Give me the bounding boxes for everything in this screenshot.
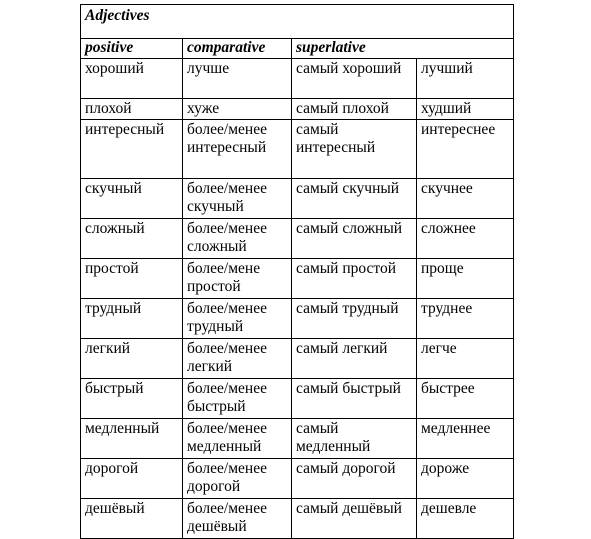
- positive-cell: плохой: [81, 99, 183, 120]
- superlative-phrase-cell: самый простой: [292, 259, 417, 299]
- comparative-cell: более/менее дорогой: [183, 459, 292, 499]
- superlative-phrase-cell: самый сложный: [292, 219, 417, 259]
- superlative-phrase-cell: самый скучный: [292, 179, 417, 219]
- superlative-form-cell: сложнее: [417, 219, 514, 259]
- comparative-cell: хуже: [183, 99, 292, 120]
- positive-cell: легкий: [81, 339, 183, 379]
- comparative-cell: более/менее интересный: [183, 120, 292, 179]
- header-superlative: superlative: [292, 39, 514, 59]
- positive-cell: дешёвый: [81, 499, 183, 539]
- comparative-cell: более/менее скучный: [183, 179, 292, 219]
- superlative-form-cell: медленнее: [417, 419, 514, 459]
- superlative-form-cell: худший: [417, 99, 514, 120]
- positive-cell: скучный: [81, 179, 183, 219]
- positive-cell: сложный: [81, 219, 183, 259]
- table-row: [81, 499, 514, 539]
- comparative-cell: лучше: [183, 59, 292, 99]
- superlative-form-cell: скучнее: [417, 179, 514, 219]
- comparative-cell: более/менее сложный: [183, 219, 292, 259]
- positive-cell: интересный: [81, 120, 183, 179]
- superlative-form-cell: быстрее: [417, 379, 514, 419]
- table-row: [81, 259, 514, 299]
- positive-cell: быстрый: [81, 379, 183, 419]
- table-row: [81, 99, 514, 120]
- superlative-form-cell: дороже: [417, 459, 514, 499]
- table-row: [81, 419, 514, 459]
- superlative-phrase-cell: самый интересный: [292, 120, 417, 179]
- title-row: [81, 5, 514, 39]
- superlative-form-cell: лучший: [417, 59, 514, 99]
- table-row: [81, 120, 514, 179]
- comparative-cell: более/менее дешёвый: [183, 499, 292, 539]
- superlative-form-cell: проще: [417, 259, 514, 299]
- table-row: [81, 179, 514, 219]
- header-comparative: comparative: [183, 39, 292, 59]
- table-row: [81, 379, 514, 419]
- positive-cell: хороший: [81, 59, 183, 99]
- positive-cell: медленный: [81, 419, 183, 459]
- comparative-cell: более/мене простой: [183, 259, 292, 299]
- comparative-cell: более/менее трудный: [183, 299, 292, 339]
- superlative-phrase-cell: самый дорогой: [292, 459, 417, 499]
- superlative-phrase-cell: самый дешёвый: [292, 499, 417, 539]
- positive-cell: дорогой: [81, 459, 183, 499]
- superlative-phrase-cell: самый хороший: [292, 59, 417, 99]
- table-row: [81, 299, 514, 339]
- comparative-cell: более/менее легкий: [183, 339, 292, 379]
- superlative-form-cell: дешевле: [417, 499, 514, 539]
- table-row: [81, 59, 514, 99]
- table-row: [81, 339, 514, 379]
- superlative-phrase-cell: самый плохой: [292, 99, 417, 120]
- superlative-form-cell: интереснее: [417, 120, 514, 179]
- table-row: [81, 459, 514, 499]
- header-row: [81, 39, 514, 59]
- positive-cell: простой: [81, 259, 183, 299]
- superlative-phrase-cell: самый медленный: [292, 419, 417, 459]
- superlative-phrase-cell: самый быстрый: [292, 379, 417, 419]
- table-row: [81, 219, 514, 259]
- superlative-form-cell: легче: [417, 339, 514, 379]
- superlative-phrase-cell: самый трудный: [292, 299, 417, 339]
- superlative-phrase-cell: самый легкий: [292, 339, 417, 379]
- table-title: Adjectives: [81, 5, 514, 39]
- positive-cell: трудный: [81, 299, 183, 339]
- comparative-cell: более/менее медленный: [183, 419, 292, 459]
- superlative-form-cell: труднее: [417, 299, 514, 339]
- header-positive: positive: [81, 39, 183, 59]
- comparative-cell: более/менее быстрый: [183, 379, 292, 419]
- adjectives-table: [80, 4, 514, 539]
